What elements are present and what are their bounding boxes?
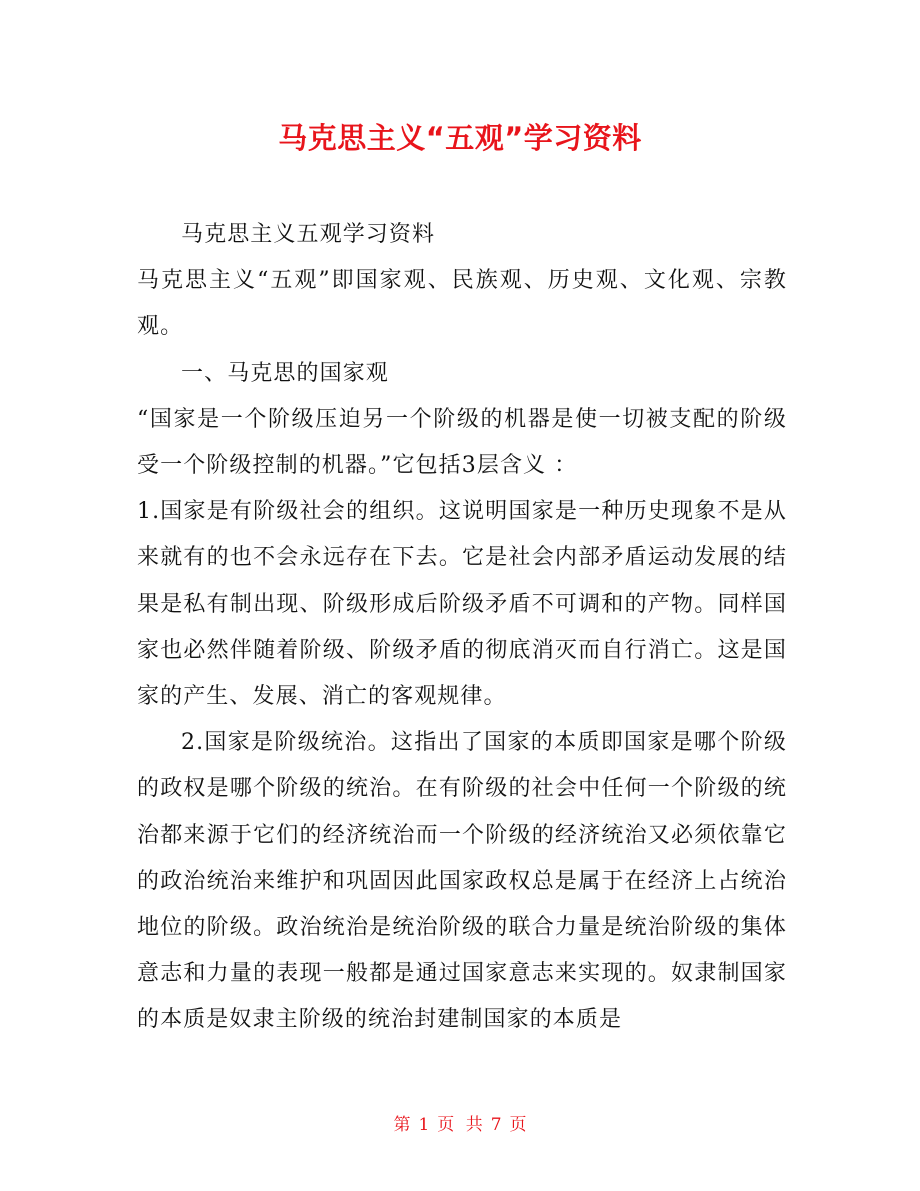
quote-paragraph: “国家是一个阶级压迫另一个阶级的机器是使一切被支配的阶级受一个阶级控制的机器。”它包括3层含义 ： [137,406,787,479]
section-heading: 一、马克思的国家观 [181,360,389,386]
page-number-footer [0,1113,920,1137]
footer-prefix: 第 [393,1115,411,1135]
point-1-paragraph: 1.国家是有阶级社会的组织。这说明国家是一种历史现象不是从来就有的也不会永远存在下去。它是社会内部矛盾运动发展的结果是私有制出现、阶级形成后阶级矛盾不可调和的产物。同样国家也必然伴随着阶级、阶级矛盾的彻底消灭而自行消亡。这是国家的产生、发展、消亡的客观规律。 [137,499,787,710]
subtitle-paragraph: 马克思主义五观学习资料 [181,222,436,247]
footer-suffix: 页 [509,1115,527,1135]
intro-paragraph: 马克思主义“五观”即国家观、民族观、历史观、文化观、宗教观。 [137,268,787,340]
document-body [137,212,787,1044]
footer-total-pages: 7 [490,1115,502,1135]
point-2-paragraph: 2.国家是阶级统治。这指出了国家的本质即国家是哪个阶级的政权是哪个阶级的统治。在有阶级的社会中任何一个阶级的统治都来源于它们的经济统治而一个阶级的经济统治又必须依靠它的政治统治来维护和巩固因此国家政权总是属于在经济上占统治地位的阶级。政治统治是统治阶级的联合力量是统治阶级的集体意志和力量的表现一般都是通过国家意志来实现的。奴隶制国家的本质是奴隶主阶级的统治封建制国家的本质是 [137,730,787,1033]
footer-current-page: 1 [418,1115,430,1135]
footer-middle: 页 共 [437,1115,483,1135]
document-title: 马克思主义“五观”学习资料 [278,121,642,155]
